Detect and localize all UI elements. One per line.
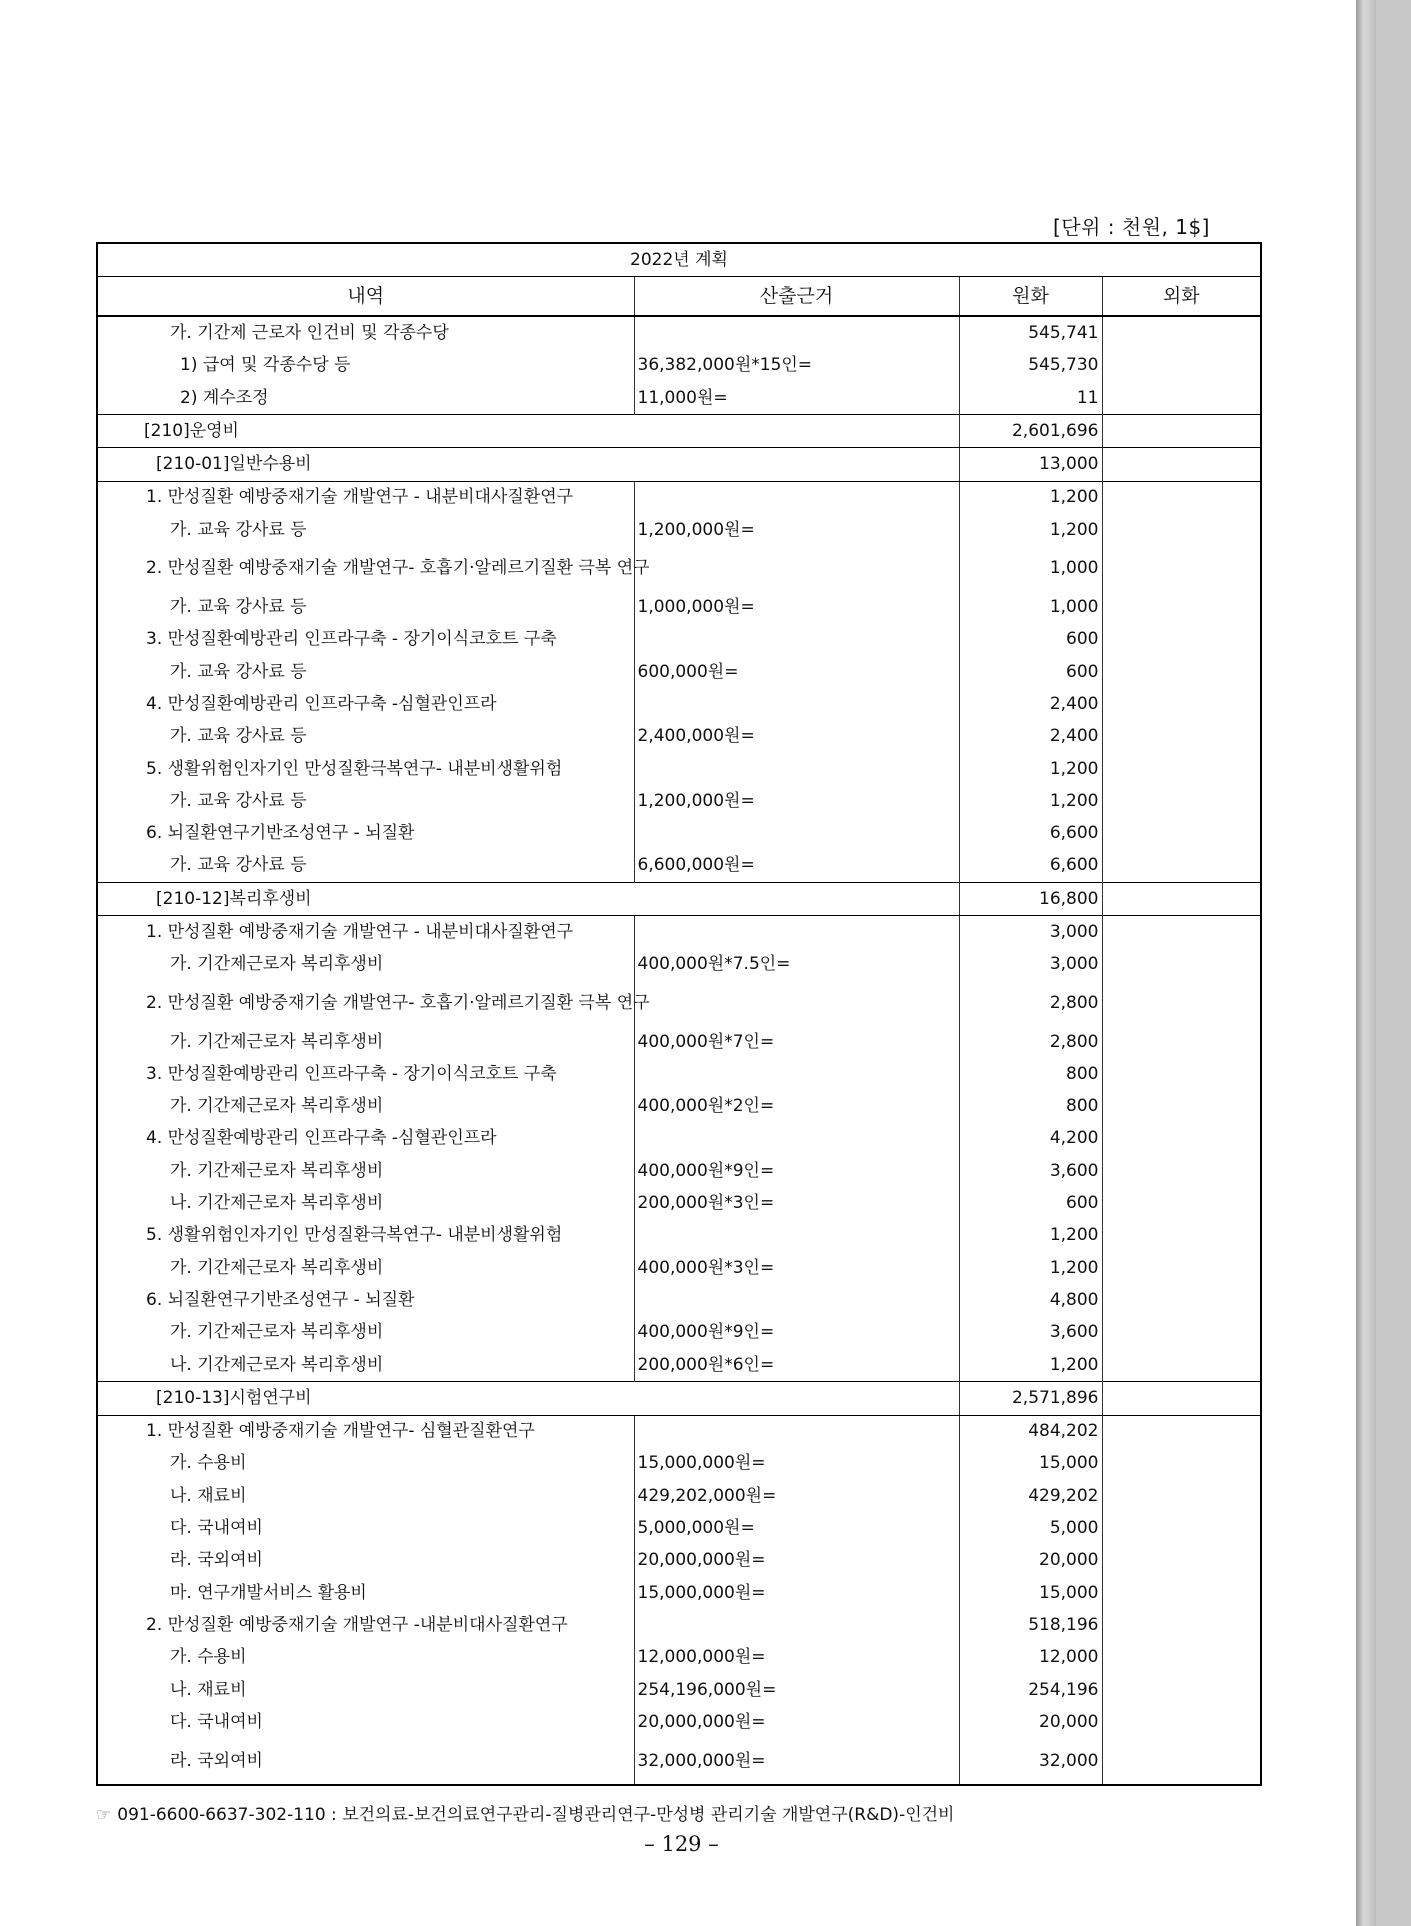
table-row bbox=[97, 1155, 1261, 1187]
row-label: 마. 연구개발서비스 활용비 bbox=[97, 1577, 634, 1609]
row-amount-foreign bbox=[1102, 981, 1261, 1026]
table-row bbox=[97, 1674, 1261, 1706]
table-row bbox=[97, 1415, 1261, 1448]
row-label: 가. 기간제근로자 복리후생비 bbox=[97, 1252, 634, 1284]
table-row bbox=[97, 1642, 1261, 1674]
row-amount-foreign bbox=[1102, 753, 1261, 785]
row-basis: 400,000원*2인= bbox=[634, 1091, 959, 1123]
row-amount-foreign bbox=[1102, 481, 1261, 514]
header-description: 내역 bbox=[97, 277, 634, 317]
table-row bbox=[97, 981, 1261, 1026]
row-amount-won: 1,200 bbox=[959, 1349, 1102, 1382]
row-basis: 400,000원*3인= bbox=[634, 1252, 959, 1284]
row-amount-won: 2,400 bbox=[959, 721, 1102, 753]
table-row bbox=[97, 546, 1261, 591]
row-label: 3. 만성질환예방관리 인프라구축 - 장기이식코호트 구축 bbox=[97, 624, 634, 656]
section-row bbox=[97, 415, 1261, 448]
row-label: 가. 기간제근로자 복리후생비 bbox=[97, 949, 634, 981]
table-row bbox=[97, 656, 1261, 688]
row-amount-won: 800 bbox=[959, 1091, 1102, 1123]
table-row bbox=[97, 1545, 1261, 1577]
row-basis: 5,000,000원= bbox=[634, 1512, 959, 1544]
row-amount-won: 5,000 bbox=[959, 1512, 1102, 1544]
table-row bbox=[97, 1577, 1261, 1609]
row-amount-won: 1,200 bbox=[959, 785, 1102, 817]
row-amount-won: 4,200 bbox=[959, 1123, 1102, 1155]
table-row bbox=[97, 1187, 1261, 1219]
row-amount-won: 600 bbox=[959, 624, 1102, 656]
row-amount-won: 1,200 bbox=[959, 514, 1102, 546]
row-basis: 400,000원*9인= bbox=[634, 1155, 959, 1187]
row-amount-won: 15,000 bbox=[959, 1448, 1102, 1480]
row-label: 가. 기간제근로자 복리후생비 bbox=[97, 1026, 634, 1058]
row-amount-won: 254,196 bbox=[959, 1674, 1102, 1706]
row-amount-won: 13,000 bbox=[959, 448, 1102, 481]
row-amount-won: 1,000 bbox=[959, 546, 1102, 591]
table-body bbox=[97, 316, 1261, 1785]
row-basis bbox=[634, 481, 959, 514]
row-amount-won: 1,200 bbox=[959, 1220, 1102, 1252]
row-label: 1) 급여 및 각종수당 등 bbox=[97, 350, 634, 382]
table-row bbox=[97, 1349, 1261, 1382]
row-label: 2. 만성질환 예방중재기술 개발연구- 호흡기·알레르기질환 극복 연구 bbox=[97, 981, 634, 1026]
table-row bbox=[97, 350, 1261, 382]
row-amount-foreign bbox=[1102, 688, 1261, 720]
row-amount-foreign bbox=[1102, 785, 1261, 817]
table-row bbox=[97, 1512, 1261, 1544]
table-row bbox=[97, 1448, 1261, 1480]
row-basis: 200,000원*6인= bbox=[634, 1349, 959, 1382]
row-label: 5. 생활위험인자기인 만성질환극복연구- 내분비생활위험 bbox=[97, 1220, 634, 1252]
row-amount-foreign bbox=[1102, 656, 1261, 688]
section-row bbox=[97, 448, 1261, 481]
row-amount-won: 545,741 bbox=[959, 316, 1102, 349]
table-row bbox=[97, 1609, 1261, 1641]
plan-title: 2022년 계획 bbox=[97, 243, 1261, 277]
row-amount-foreign bbox=[1102, 1706, 1261, 1738]
row-label: [210-13]시험연구비 bbox=[97, 1382, 959, 1415]
table-row bbox=[97, 721, 1261, 753]
row-amount-foreign bbox=[1102, 1545, 1261, 1577]
row-label: 1. 만성질환 예방중재기술 개발연구- 심혈관질환연구 bbox=[97, 1415, 634, 1448]
row-amount-won: 518,196 bbox=[959, 1609, 1102, 1641]
row-amount-foreign bbox=[1102, 1220, 1261, 1252]
row-amount-won: 32,000 bbox=[959, 1738, 1102, 1785]
row-basis: 400,000원*7.5인= bbox=[634, 949, 959, 981]
table-row bbox=[97, 624, 1261, 656]
row-basis bbox=[634, 817, 959, 849]
row-amount-foreign bbox=[1102, 415, 1261, 448]
row-basis bbox=[634, 316, 959, 349]
row-label: 다. 국내여비 bbox=[97, 1512, 634, 1544]
row-label: 3. 만성질환예방관리 인프라구축 - 장기이식코호트 구축 bbox=[97, 1058, 634, 1090]
row-amount-foreign bbox=[1102, 624, 1261, 656]
row-amount-foreign bbox=[1102, 817, 1261, 849]
row-amount-foreign bbox=[1102, 1252, 1261, 1284]
row-basis: 200,000원*3인= bbox=[634, 1187, 959, 1219]
row-amount-foreign bbox=[1102, 1155, 1261, 1187]
row-amount-won: 2,601,696 bbox=[959, 415, 1102, 448]
table-row bbox=[97, 1284, 1261, 1316]
row-amount-foreign bbox=[1102, 1123, 1261, 1155]
row-label: 가. 교육 강사료 등 bbox=[97, 785, 634, 817]
row-amount-won: 800 bbox=[959, 1058, 1102, 1090]
row-label: 가. 교육 강사료 등 bbox=[97, 591, 634, 623]
row-label: 2) 계수조정 bbox=[97, 382, 634, 415]
table-row bbox=[97, 949, 1261, 981]
row-label: 1. 만성질환 예방중재기술 개발연구 - 내분비대사질환연구 bbox=[97, 916, 634, 949]
row-label: 나. 재료비 bbox=[97, 1674, 634, 1706]
row-label: 가. 기간제근로자 복리후생비 bbox=[97, 1155, 634, 1187]
row-amount-won: 484,202 bbox=[959, 1415, 1102, 1448]
row-amount-foreign bbox=[1102, 1026, 1261, 1058]
row-basis bbox=[634, 1058, 959, 1090]
row-amount-foreign bbox=[1102, 448, 1261, 481]
page-edge bbox=[1356, 0, 1376, 1926]
row-basis: 20,000,000원= bbox=[634, 1545, 959, 1577]
row-basis: 11,000원= bbox=[634, 382, 959, 415]
row-label: [210-01]일반수용비 bbox=[97, 448, 959, 481]
row-amount-won: 4,800 bbox=[959, 1284, 1102, 1316]
row-amount-foreign bbox=[1102, 350, 1261, 382]
row-amount-won: 2,800 bbox=[959, 981, 1102, 1026]
row-amount-won: 600 bbox=[959, 1187, 1102, 1219]
row-amount-foreign bbox=[1102, 591, 1261, 623]
row-amount-won: 600 bbox=[959, 656, 1102, 688]
row-amount-won: 1,200 bbox=[959, 481, 1102, 514]
row-label: 나. 재료비 bbox=[97, 1480, 634, 1512]
row-basis bbox=[634, 1123, 959, 1155]
row-label: 2. 만성질환 예방중재기술 개발연구 -내분비대사질환연구 bbox=[97, 1609, 634, 1641]
row-amount-won: 545,730 bbox=[959, 350, 1102, 382]
row-label: 6. 뇌질환연구기반조성연구 - 뇌질환 bbox=[97, 817, 634, 849]
table-row bbox=[97, 481, 1261, 514]
table-row bbox=[97, 1252, 1261, 1284]
row-basis: 1,200,000원= bbox=[634, 514, 959, 546]
row-amount-foreign bbox=[1102, 949, 1261, 981]
row-amount-foreign bbox=[1102, 1609, 1261, 1641]
row-label: [210]운영비 bbox=[97, 415, 959, 448]
row-label: 6. 뇌질환연구기반조성연구 - 뇌질환 bbox=[97, 1284, 634, 1316]
row-label: 가. 수용비 bbox=[97, 1642, 634, 1674]
row-basis: 15,000,000원= bbox=[634, 1448, 959, 1480]
row-label: 가. 교육 강사료 등 bbox=[97, 850, 634, 883]
row-basis bbox=[634, 916, 959, 949]
table-row bbox=[97, 591, 1261, 623]
row-basis: 15,000,000원= bbox=[634, 1577, 959, 1609]
row-basis: 400,000원*9인= bbox=[634, 1317, 959, 1349]
footer-text: 091-6600-6637-302-110 : 보건의료-보건의료연구관리-질병관리연구-만성병 관리기술 개발연구(R&D)-인건비 bbox=[117, 1805, 955, 1825]
row-amount-won: 2,400 bbox=[959, 688, 1102, 720]
row-label: [210-12]복리후생비 bbox=[97, 883, 959, 916]
row-label: 가. 교육 강사료 등 bbox=[97, 514, 634, 546]
row-label: 나. 기간제근로자 복리후생비 bbox=[97, 1187, 634, 1219]
table-row bbox=[97, 1058, 1261, 1090]
row-amount-foreign bbox=[1102, 1577, 1261, 1609]
row-label: 가. 교육 강사료 등 bbox=[97, 721, 634, 753]
table-row bbox=[97, 1480, 1261, 1512]
row-basis bbox=[634, 1609, 959, 1641]
section-row bbox=[97, 883, 1261, 916]
row-amount-won: 20,000 bbox=[959, 1706, 1102, 1738]
table-row bbox=[97, 382, 1261, 415]
row-basis: 1,200,000원= bbox=[634, 785, 959, 817]
header-basis: 산출근거 bbox=[634, 277, 959, 317]
row-label: 1. 만성질환 예방중재기술 개발연구 - 내분비대사질환연구 bbox=[97, 481, 634, 514]
row-amount-won: 2,571,896 bbox=[959, 1382, 1102, 1415]
row-basis: 254,196,000원= bbox=[634, 1674, 959, 1706]
row-amount-won: 3,600 bbox=[959, 1317, 1102, 1349]
row-basis bbox=[634, 546, 959, 591]
table-row bbox=[97, 785, 1261, 817]
page-number: – 129 – bbox=[644, 1832, 719, 1856]
table-row bbox=[97, 1220, 1261, 1252]
row-basis: 32,000,000원= bbox=[634, 1738, 959, 1785]
row-basis: 20,000,000원= bbox=[634, 1706, 959, 1738]
unit-label: [단위 : 천원, 1$] bbox=[1052, 215, 1210, 239]
row-label: 가. 수용비 bbox=[97, 1448, 634, 1480]
header-foreign: 외화 bbox=[1102, 277, 1261, 317]
row-basis: 12,000,000원= bbox=[634, 1642, 959, 1674]
row-amount-foreign bbox=[1102, 1480, 1261, 1512]
row-amount-foreign bbox=[1102, 1317, 1261, 1349]
row-amount-foreign bbox=[1102, 1284, 1261, 1316]
row-amount-foreign bbox=[1102, 1058, 1261, 1090]
row-amount-won: 15,000 bbox=[959, 1577, 1102, 1609]
row-label: 라. 국외여비 bbox=[97, 1738, 634, 1785]
row-basis: 2,400,000원= bbox=[634, 721, 959, 753]
row-amount-foreign bbox=[1102, 1448, 1261, 1480]
row-label: 5. 생활위험인자기인 만성질환극복연구- 내분비생활위험 bbox=[97, 753, 634, 785]
table-row bbox=[97, 688, 1261, 720]
table-row bbox=[97, 1091, 1261, 1123]
table-row bbox=[97, 1738, 1261, 1785]
row-amount-foreign bbox=[1102, 1674, 1261, 1706]
row-basis bbox=[634, 624, 959, 656]
row-amount-won: 16,800 bbox=[959, 883, 1102, 916]
row-amount-foreign bbox=[1102, 1187, 1261, 1219]
row-amount-foreign bbox=[1102, 916, 1261, 949]
row-amount-foreign bbox=[1102, 1091, 1261, 1123]
row-amount-foreign bbox=[1102, 1382, 1261, 1415]
row-amount-won: 11 bbox=[959, 382, 1102, 415]
row-amount-foreign bbox=[1102, 1642, 1261, 1674]
row-amount-won: 429,202 bbox=[959, 1480, 1102, 1512]
row-amount-won: 20,000 bbox=[959, 1545, 1102, 1577]
row-basis: 600,000원= bbox=[634, 656, 959, 688]
row-label: 4. 만성질환예방관리 인프라구축 -심혈관인프라 bbox=[97, 688, 634, 720]
table-row bbox=[97, 1123, 1261, 1155]
row-amount-won: 3,600 bbox=[959, 1155, 1102, 1187]
table-row bbox=[97, 916, 1261, 949]
footer-note bbox=[96, 1800, 954, 1825]
row-amount-foreign bbox=[1102, 883, 1261, 916]
table-row bbox=[97, 850, 1261, 883]
hand-pointer-icon: ☞ bbox=[96, 1805, 112, 1825]
row-basis: 1,000,000원= bbox=[634, 591, 959, 623]
table-row bbox=[97, 514, 1261, 546]
row-amount-foreign bbox=[1102, 1415, 1261, 1448]
row-label: 가. 교육 강사료 등 bbox=[97, 656, 634, 688]
row-amount-won: 3,000 bbox=[959, 949, 1102, 981]
row-label: 가. 기간제근로자 복리후생비 bbox=[97, 1317, 634, 1349]
row-label: 다. 국내여비 bbox=[97, 1706, 634, 1738]
row-amount-won: 1,200 bbox=[959, 1252, 1102, 1284]
row-basis bbox=[634, 1284, 959, 1316]
row-amount-foreign bbox=[1102, 316, 1261, 349]
row-amount-won: 6,600 bbox=[959, 817, 1102, 849]
row-label: 2. 만성질환 예방중재기술 개발연구- 호흡기·알레르기질환 극복 연구 bbox=[97, 546, 634, 591]
row-amount-foreign bbox=[1102, 721, 1261, 753]
table-row bbox=[97, 316, 1261, 349]
row-amount-foreign bbox=[1102, 514, 1261, 546]
row-amount-foreign bbox=[1102, 382, 1261, 415]
row-basis bbox=[634, 981, 959, 1026]
row-amount-won: 2,800 bbox=[959, 1026, 1102, 1058]
row-label: 라. 국외여비 bbox=[97, 1545, 634, 1577]
table-row bbox=[97, 753, 1261, 785]
row-amount-won: 12,000 bbox=[959, 1642, 1102, 1674]
table-row bbox=[97, 1317, 1261, 1349]
row-basis: 429,202,000원= bbox=[634, 1480, 959, 1512]
row-amount-won: 1,200 bbox=[959, 753, 1102, 785]
header-won: 원화 bbox=[959, 277, 1102, 317]
row-label: 4. 만성질환예방관리 인프라구축 -심혈관인프라 bbox=[97, 1123, 634, 1155]
row-basis bbox=[634, 1415, 959, 1448]
section-row bbox=[97, 1382, 1261, 1415]
row-basis: 36,382,000원*15인= bbox=[634, 350, 959, 382]
table-row bbox=[97, 817, 1261, 849]
row-basis: 400,000원*7인= bbox=[634, 1026, 959, 1058]
budget-table bbox=[96, 242, 1262, 1786]
table-row bbox=[97, 1026, 1261, 1058]
row-amount-foreign bbox=[1102, 546, 1261, 591]
row-basis bbox=[634, 753, 959, 785]
row-amount-foreign bbox=[1102, 1738, 1261, 1785]
table-row bbox=[97, 1706, 1261, 1738]
row-label: 나. 기간제근로자 복리후생비 bbox=[97, 1349, 634, 1382]
row-basis: 6,600,000원= bbox=[634, 850, 959, 883]
row-label: 가. 기간제 근로자 인건비 및 각종수당 bbox=[97, 316, 634, 349]
row-basis bbox=[634, 688, 959, 720]
row-amount-foreign bbox=[1102, 1349, 1261, 1382]
row-basis bbox=[634, 1220, 959, 1252]
row-amount-won: 3,000 bbox=[959, 916, 1102, 949]
row-amount-foreign bbox=[1102, 1512, 1261, 1544]
row-amount-won: 6,600 bbox=[959, 850, 1102, 883]
row-amount-foreign bbox=[1102, 850, 1261, 883]
row-amount-won: 1,000 bbox=[959, 591, 1102, 623]
row-label: 가. 기간제근로자 복리후생비 bbox=[97, 1091, 634, 1123]
